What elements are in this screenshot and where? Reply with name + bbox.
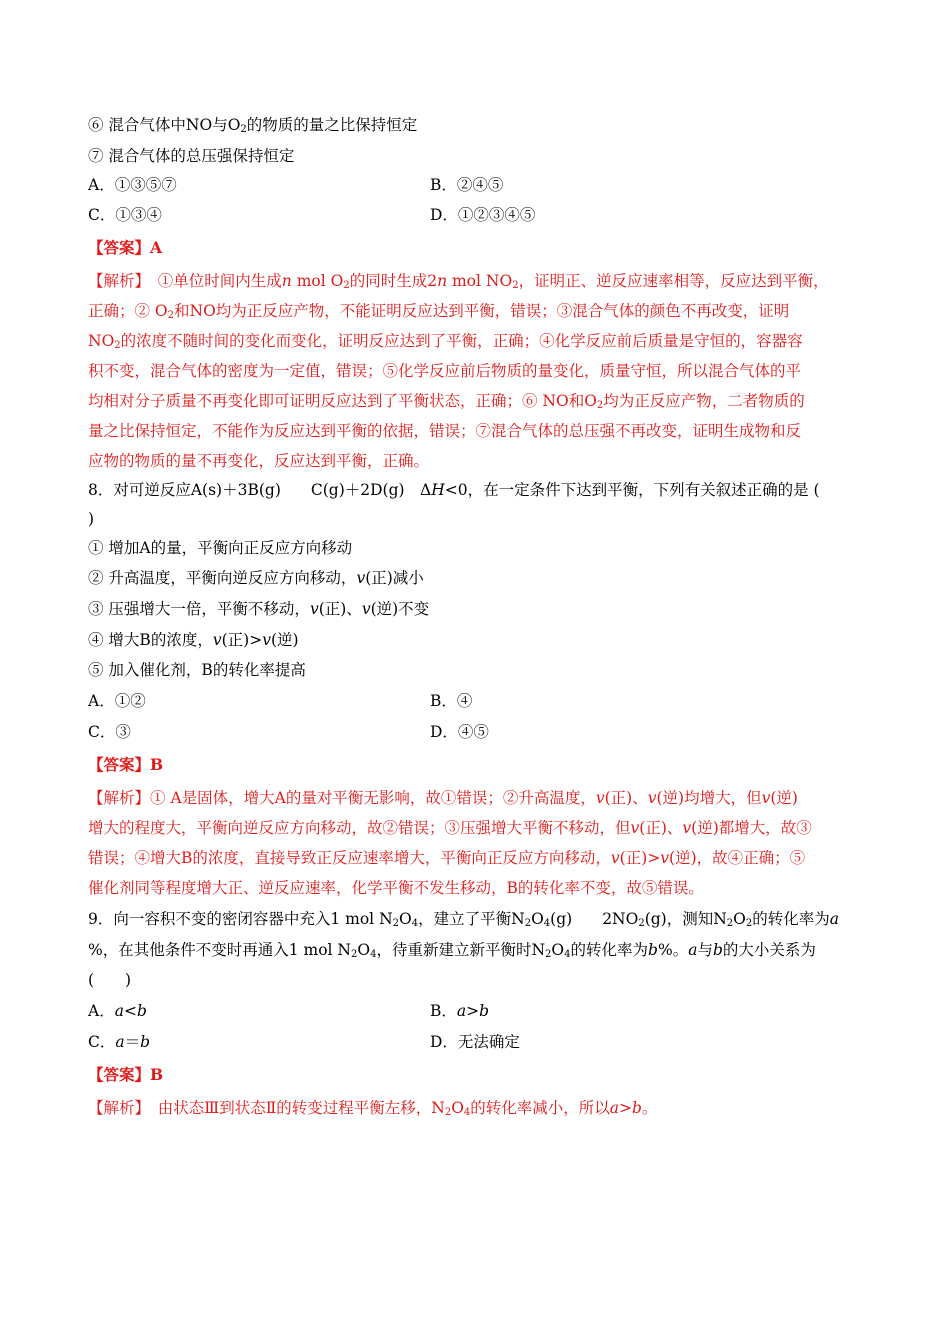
q9-option-d: D．无法确定 [430, 1033, 520, 1051]
q7-analysis-line-3: $NO_2$的浓度不随时间的变化而变化，证明反应达到了平衡，正确；④化学反应前后质量是守恒的，容器容 [88, 332, 803, 351]
q7-analysis-line-7: 应物的物质的量不再变化，反应达到平衡，正确。 [88, 452, 430, 470]
q7-option-d: D．①②③④⑤ [430, 206, 536, 224]
q8-analysis-line-3: 错误；④增大B的浓度，直接导致正反应速率增大，平衡向正反应方向移动，v(正)>v(逆)，故④正确；⑤ [88, 849, 806, 867]
q8-item-3: ③ 压强增大一倍，平衡不移动，v(正)、v(逆)不变 [88, 600, 430, 618]
q9-option-b: B．a>b [430, 1002, 490, 1020]
q9-option-c: C．a＝b [88, 1033, 151, 1051]
q7-item-6: ⑥ 混合气体中NO与$O_2$的物质的量之比保持恒定 [88, 116, 418, 135]
q8-analysis-line-4: 催化剂同等程度增大正、逆反应速率，化学平衡不发生移动，B的转化率不变，故⑤错误。 [88, 879, 704, 897]
q8-item-4: ④ 增大B的浓度，v(正)>v(逆) [88, 631, 299, 649]
q8-item-5: ⑤ 加入催化剂，B的转化率提高 [88, 661, 306, 679]
q7-option-a: A．①③⑤⑦ [88, 176, 177, 194]
q8-answer: 【答案】B [88, 755, 164, 774]
q9-option-a: A．a<b [88, 1002, 147, 1020]
q7-analysis-label: 【解析】 [88, 272, 143, 290]
q7-option-c: C．①③④ [88, 206, 162, 224]
q7-option-b: B．②④⑤ [430, 176, 504, 194]
q7-analysis-line-2: 正确；② $O_2$和NO均为正反应产物，不能证明反应达到平衡，错误；③混合气体的颜色不再改变，证明 [88, 302, 790, 321]
q9-answer: 【答案】B [88, 1065, 164, 1084]
q7-analysis-line-1: 【解析】 ①单位时间内生成n mol $O_2$的同时生成2n mol $NO_2$，证明正、逆反应速率相等，反应达到平衡， [88, 272, 829, 291]
q7-analysis-line-4: 积不变，混合气体的密度为一定值，错误；⑤化学反应前后物质的量变化，质量守恒，所以混合气体的平 [88, 362, 802, 380]
q9-analysis: 【解析】 由状态Ⅲ到状态Ⅱ的转变过程平衡左移，$N_2O_4$的转化率减小，所以a>b。 [88, 1099, 658, 1118]
q7-answer: 【答案】A [88, 238, 163, 257]
q8-analysis-line-2: 增大的程度大，平衡向逆反应方向移动，故②错误；③压强增大平衡不移动，但v(正)、v(逆)都增大，故③ [88, 819, 812, 837]
q8-option-d: D．④⑤ [430, 723, 489, 741]
q9-stem-line-1: 9．向一容积不变的密闭容器中充入1 mol $N_2O_4$，建立了平衡$N_2O_4(g)$ $2NO_2(g)$，测知$N_2O_2$的转化率为a [88, 910, 840, 929]
q8-analysis-line-1: 【解析】① A是固体，增大A的量对平衡无影响，故①错误；②升高温度，v(正)、v(逆)均增大，但v(逆) [88, 789, 798, 807]
q9-analysis-label: 【解析】 [88, 1099, 143, 1117]
q8-item-2: ② 升高温度，平衡向逆反应方向移动，v(正)减小 [88, 569, 424, 587]
q8-option-a: A．①② [88, 692, 146, 710]
q8-analysis-label: 【解析】 [88, 789, 151, 807]
q8-option-b: B．④ [430, 692, 473, 710]
q9-stem-line-3: ( ) [88, 971, 132, 989]
q7-analysis-line-5: 均相对分子质量不再变化即可证明反应达到了平衡状态，正确；⑥ NO和$O_2$均为正反应产物，二者物质的 [88, 392, 805, 411]
q8-option-c: C．③ [88, 723, 131, 741]
q7-analysis-line-6: 量之比保持恒定，不能作为反应达到平衡的依据，错误；⑦混合气体的总压强不再改变，证明生成物和反 [88, 422, 802, 440]
q7-item-7: ⑦ 混合气体的总压强保持恒定 [88, 147, 295, 165]
q8-item-1: ① 增加A的量，平衡向正反应方向移动 [88, 539, 353, 557]
q8-stem: 8．对可逆反应A(s)＋3B(g) C(g)＋2D(g) ΔH<0，在一定条件下达到平衡，下列有关叙述正确的是 ( [88, 481, 820, 499]
q8-stem-end: ) [88, 510, 95, 528]
q9-stem-line-2: %，在其他条件不变时再通入1 mol $N_2O_4$，待重新建立新平衡时$N_2O_4$的转化率为b%。a与b的大小关系为 [88, 941, 816, 960]
